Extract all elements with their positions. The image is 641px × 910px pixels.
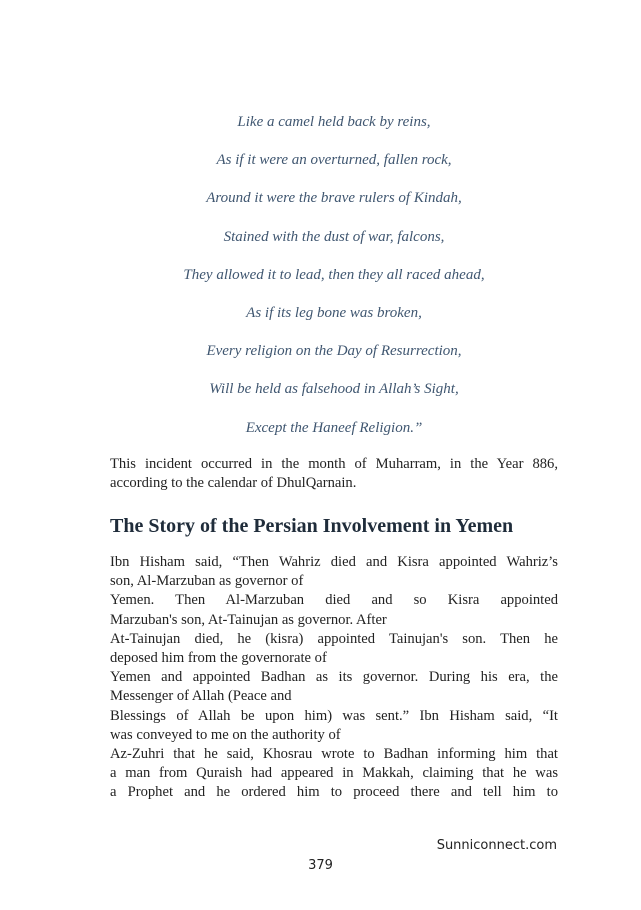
paragraph-line: Ibn Hisham said, “Then Wahriz died and Kisra appointed Wahriz’s: [110, 554, 558, 570]
paragraph-line: Blessings of Allah be upon him) was sent.” Ibn Hisham said, “It: [110, 707, 558, 724]
paragraph-line: according to the calendar of DhulQarnain.: [110, 475, 357, 492]
poem-line: They allowed it to lead, then they all raced ahead,: [183, 266, 485, 283]
paragraph-line: a Prophet and he ordered him to proceed there and tell him to: [110, 784, 558, 801]
paragraph-line: Yemen. Then Al-Marzuban died and so Kisra appointed: [110, 592, 558, 609]
poem-line: As if its leg bone was broken,: [246, 304, 422, 321]
paragraph-line: deposed him from the governorate of: [110, 650, 327, 667]
paragraph-line: Messenger of Allah (Peace and: [110, 688, 292, 705]
poem-line: Around it were the brave rulers of Kindah,: [206, 190, 462, 207]
story-paragraph: [110, 553, 558, 803]
footer-site-name: Sunniconnect.com: [436, 838, 557, 853]
paragraph-line: son, Al-Marzuban as governor of: [110, 573, 304, 590]
paragraph-line: Az-Zuhri that he said, Khosrau wrote to Badhan informing him that: [110, 746, 558, 763]
poem-line: As if it were an overturned, fallen rock,: [216, 152, 452, 169]
page-number: 379: [308, 858, 333, 873]
poem-block: [110, 112, 558, 456]
incident-paragraph: [110, 455, 558, 493]
poem-line: Every religion on the Day of Resurrection,: [206, 343, 462, 360]
paragraph-line: Yemen and appointed Badhan as its governor. During his era, the: [110, 669, 558, 686]
paragraph-line: At-Tainujan died, he (kisra) appointed Tainujan's son. Then he: [110, 630, 558, 647]
poem-line: Like a camel held back by reins,: [237, 114, 431, 130]
paragraph-line: Marzuban's son, At-Tainujan as governor. After: [110, 611, 387, 628]
poem-line: Except the Haneef Religion.”: [245, 419, 423, 436]
poem-line: Stained with the dust of war, falcons,: [223, 228, 445, 245]
poem-line: Will be held as falsehood in Allah’s Sight,: [209, 381, 459, 398]
paragraph-line: This incident occurred in the month of Muharram, in the Year 886,: [110, 456, 558, 472]
section-heading: The Story of the Persian Involvement in Yemen: [110, 515, 514, 537]
paragraph-line: a man from Quraish had appeared in Makkah, claiming that he was: [110, 765, 558, 782]
paragraph-line: was conveyed to me on the authority of: [110, 726, 341, 743]
